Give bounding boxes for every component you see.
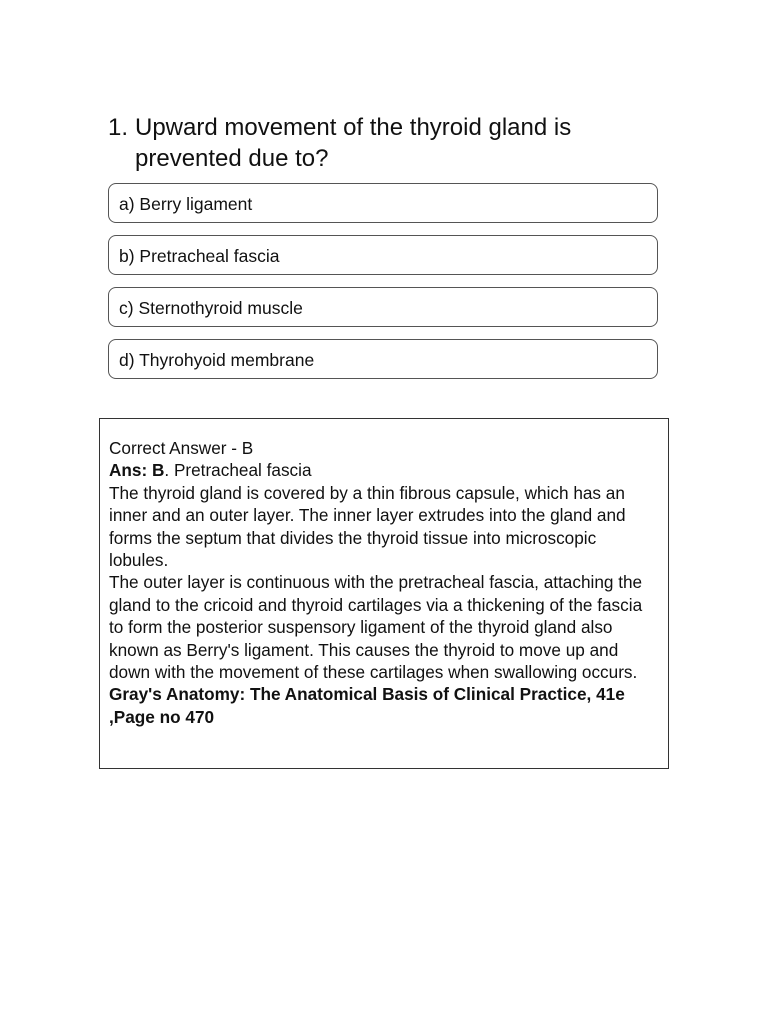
option-d[interactable]: d) Thyrohyoid membrane — [108, 339, 658, 379]
answer-prefix: Ans: B — [109, 460, 165, 481]
answer-explanation-box — [99, 418, 669, 769]
option-c[interactable]: c) Sternothyroid muscle — [108, 287, 658, 327]
question-text: Upward movement of the thyroid gland is prevented due to? — [135, 114, 572, 172]
answer-suffix: . Pretracheal fascia — [164, 460, 312, 481]
question-number: 1. — [108, 114, 129, 141]
correct-answer-line: Correct Answer - B — [109, 438, 254, 458]
question-heading — [108, 112, 668, 174]
reference-citation: Gray's Anatomy: The Anatomical Basis of Clinical Practice, 41e ,Page no 470 — [109, 684, 625, 727]
option-a[interactable]: a) Berry ligament — [108, 183, 658, 223]
explanation-paragraph-1: The thyroid gland is covered by a thin fibrous capsule, which has an inner and an outer layer. The inner layer extrudes into the gland and forms the septum that divides the thyroid tissue into microscopic lobules. — [109, 482, 626, 571]
answer-summary — [109, 459, 659, 481]
option-b[interactable]: b) Pretracheal fascia — [108, 235, 658, 275]
faint-watermark — [322, 505, 442, 517]
explanation-paragraph-2: The outer layer is continuous with the pretracheal fascia, attaching the gland to the cricoid and thyroid cartilages via a thickening of the fascia to form the posterior suspensory ligament of the thyroid gland also known as Berry's ligament. This causes the thyroid to move up and down with the movement of these cartilages when swallowing occurs. — [109, 572, 643, 683]
